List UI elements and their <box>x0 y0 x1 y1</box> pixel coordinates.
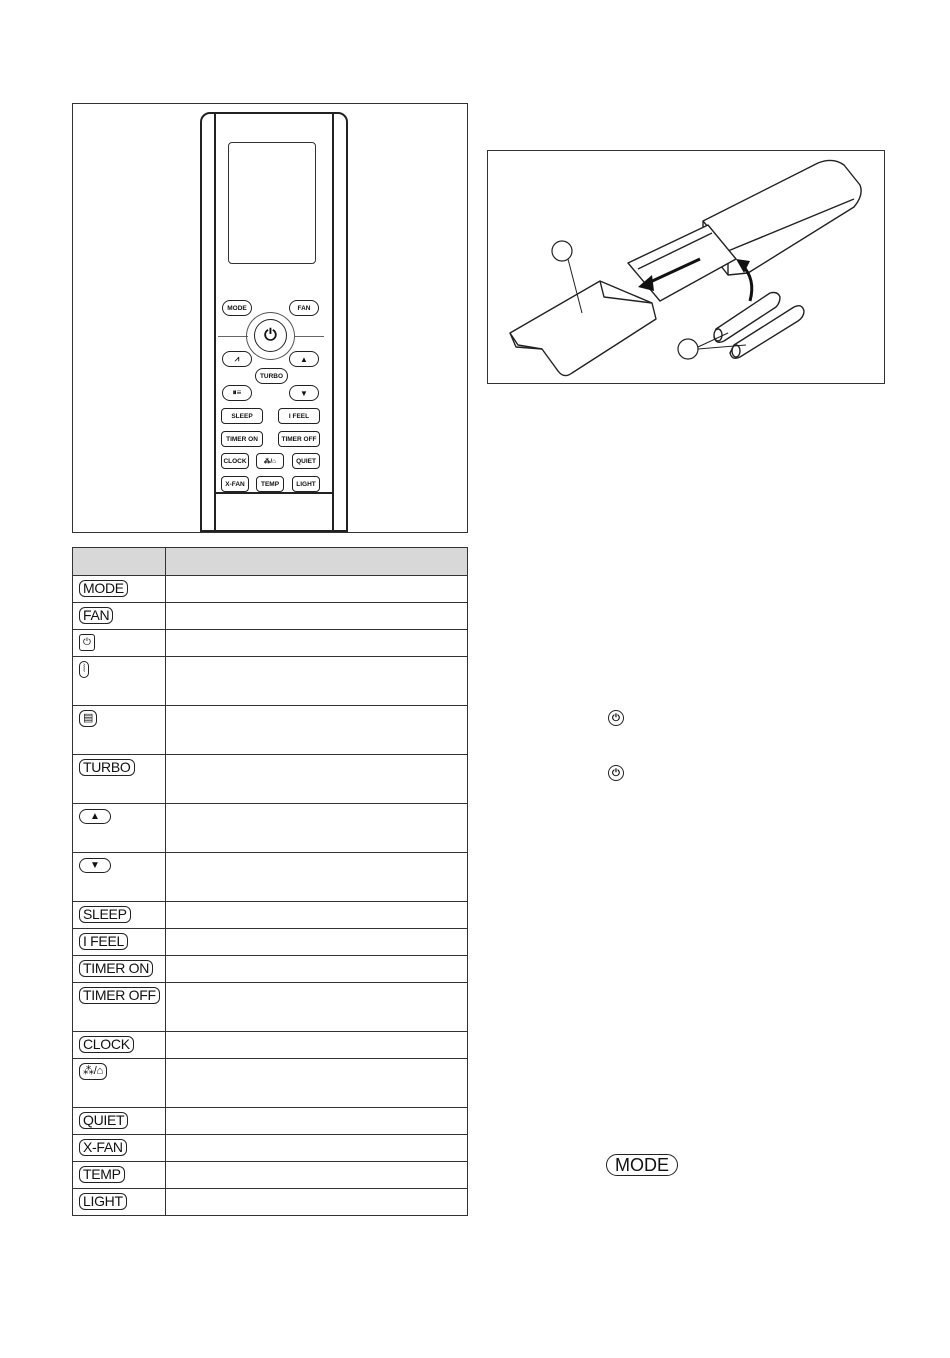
sleep-symbol: SLEEP <box>79 906 131 923</box>
table-row <box>73 1059 468 1108</box>
divider-line <box>218 336 248 337</box>
clock-symbol: CLOCK <box>79 1036 134 1053</box>
table-row <box>73 902 468 929</box>
table-row <box>73 1135 468 1162</box>
table-row <box>73 706 468 755</box>
table-row <box>73 576 468 603</box>
health-icon: ⁂/⌂ <box>79 1063 107 1080</box>
quiet-symbol: QUIET <box>79 1112 128 1129</box>
turbo-symbol: TURBO <box>79 759 135 776</box>
table-row <box>73 983 468 1032</box>
battery-illustration <box>488 151 884 383</box>
table-row <box>73 1032 468 1059</box>
arrow-up-icon: ▲ <box>79 809 111 824</box>
swing-icon: ⦚ <box>79 661 89 678</box>
table-row <box>73 1189 468 1216</box>
remote-ifeel-button[interactable]: I FEEL <box>278 408 320 424</box>
temp-symbol: TEMP <box>79 1166 125 1183</box>
battery-figure <box>487 150 885 384</box>
table-header-cell <box>73 548 166 576</box>
remote-light-button[interactable]: LIGHT <box>292 476 320 492</box>
button-table <box>72 547 468 1216</box>
remote-turbo-button[interactable]: TURBO <box>255 368 288 384</box>
remote-body <box>200 112 348 532</box>
table-row <box>73 755 468 804</box>
remote-bottom-panel <box>214 492 334 532</box>
remote-health-button[interactable]: ⁂/⌂ <box>256 453 284 469</box>
remote-down-button[interactable]: ▼ <box>289 385 319 401</box>
remote-temp-button[interactable]: TEMP <box>256 476 284 492</box>
power-icon: ⏻ <box>608 710 624 726</box>
table-row <box>73 1108 468 1135</box>
table-row <box>73 657 468 706</box>
remote-timer-on-button[interactable]: TIMER ON <box>221 431 263 447</box>
table-row <box>73 804 468 853</box>
table-row <box>73 1162 468 1189</box>
table-header-row <box>73 548 468 576</box>
divider-line <box>294 336 324 337</box>
remote-sleep-button[interactable]: SLEEP <box>221 408 263 424</box>
table-row <box>73 956 468 983</box>
xfan-symbol: X-FAN <box>79 1139 127 1156</box>
remote-quiet-button[interactable]: QUIET <box>292 453 320 469</box>
power-icon: ⏻ <box>79 634 95 651</box>
fan-symbol: FAN <box>79 607 113 624</box>
remote-xfan-button[interactable]: X-FAN <box>221 476 249 492</box>
remote-mode-button[interactable]: MODE <box>222 300 252 316</box>
remote-fan-button[interactable]: FAN <box>289 300 319 316</box>
remote-power-button[interactable]: ⏻ <box>254 319 287 352</box>
remote-swing-h-button[interactable]: ⏸︎≡ <box>222 385 252 401</box>
timer-off-symbol: TIMER OFF <box>79 987 160 1004</box>
remote-swing-v-button[interactable]: ⩘ <box>222 351 252 367</box>
mode-symbol: MODE <box>79 580 128 597</box>
ifeel-symbol: I FEEL <box>79 933 128 950</box>
remote-figure <box>72 103 468 533</box>
remote-display <box>228 142 316 264</box>
table-row <box>73 630 468 657</box>
timer-on-symbol: TIMER ON <box>79 960 153 977</box>
light-symbol: LIGHT <box>79 1193 127 1210</box>
vertical-swing-icon: ▤ <box>79 710 97 727</box>
remote-clock-button[interactable]: CLOCK <box>221 453 249 469</box>
table-header-cell <box>166 548 468 576</box>
table-row <box>73 853 468 902</box>
mode-symbol: MODE <box>606 1154 678 1176</box>
table-row <box>73 929 468 956</box>
table-row <box>73 603 468 630</box>
power-icon: ⏻ <box>608 765 624 781</box>
remote-timer-off-button[interactable]: TIMER OFF <box>278 431 320 447</box>
arrow-down-icon: ▼ <box>79 858 111 873</box>
remote-up-button[interactable]: ▲ <box>289 351 319 367</box>
